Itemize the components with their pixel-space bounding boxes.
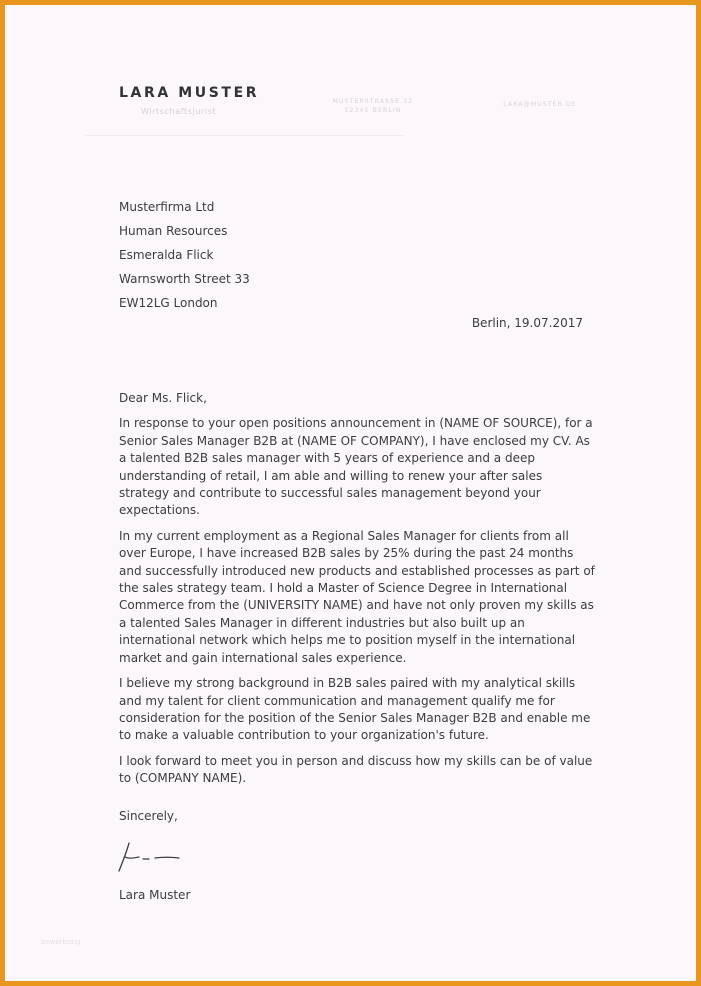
applicant-subtitle: Wirtschaftsjurist [141,107,217,116]
letter-body [119,390,595,796]
recipient-line: Musterfirma Ltd [119,200,215,214]
body-paragraph: In response to your open positions announcement in (NAME OF SOURCE), for a Senior Sales Manager B2B at (NAME OF COMPANY), I have enclosed my CV. As a talented B2B sales manager with 5 years of experience and a deep understanding of retail, I am able and willing to renew your after sales strategy and contribute to successful sales management beyond your expectations. [119,416,593,518]
salutation: Dear Ms. Flick, [119,391,207,405]
recipient-line: Warnsworth Street 33 [119,272,250,286]
signer-name: Lara Muster [119,888,191,902]
contact-address [305,97,441,115]
body-paragraph: In my current employment as a Regional Sales Manager for clients from all over Europe, I have increased B2B sales by 25% during the past 24 months and successfully introduced new products and established processes as part of the sales strategy team. I hold a Master of Science Degree in International Commerce from the (UNIVERSITY NAME) and have not only proven my skills as a talented Sales Manager in different industries but also built up an international network which helps me to position myself in the international market and gain international sales experience. [119,528,595,665]
contact-email: LARA@MUSTER.DE [503,101,577,108]
recipient-line: Human Resources [119,224,228,238]
closing: Sincerely, [119,809,178,823]
body-paragraph: I look forward to meet you in person and discuss how my skills can be of value to (COMPANY NAME). [119,753,593,786]
recipient-line: EW12LG London [119,296,218,310]
applicant-name-heading: LARA MUSTER [119,85,260,101]
contact-address-line: MUSTERSTRASSE 12 [332,98,414,105]
recipient-line: Esmeralda Flick [119,248,214,262]
watermark: bewerbung [41,938,81,946]
header-divider [85,135,405,136]
letter-date: Berlin, 19.07.2017 [471,316,583,330]
contact-address-line: 12345 BERLIN [344,107,402,114]
handwritten-signature [117,839,183,875]
body-paragraph: I believe my strong background in B2B sales paired with my analytical skills and my talent for client communication and management qualify me for consideration for the position of the Senior Sales Manager B2B and enable me to make a valuable contribution to your organization's future. [119,676,591,743]
recipient-address [119,195,250,315]
